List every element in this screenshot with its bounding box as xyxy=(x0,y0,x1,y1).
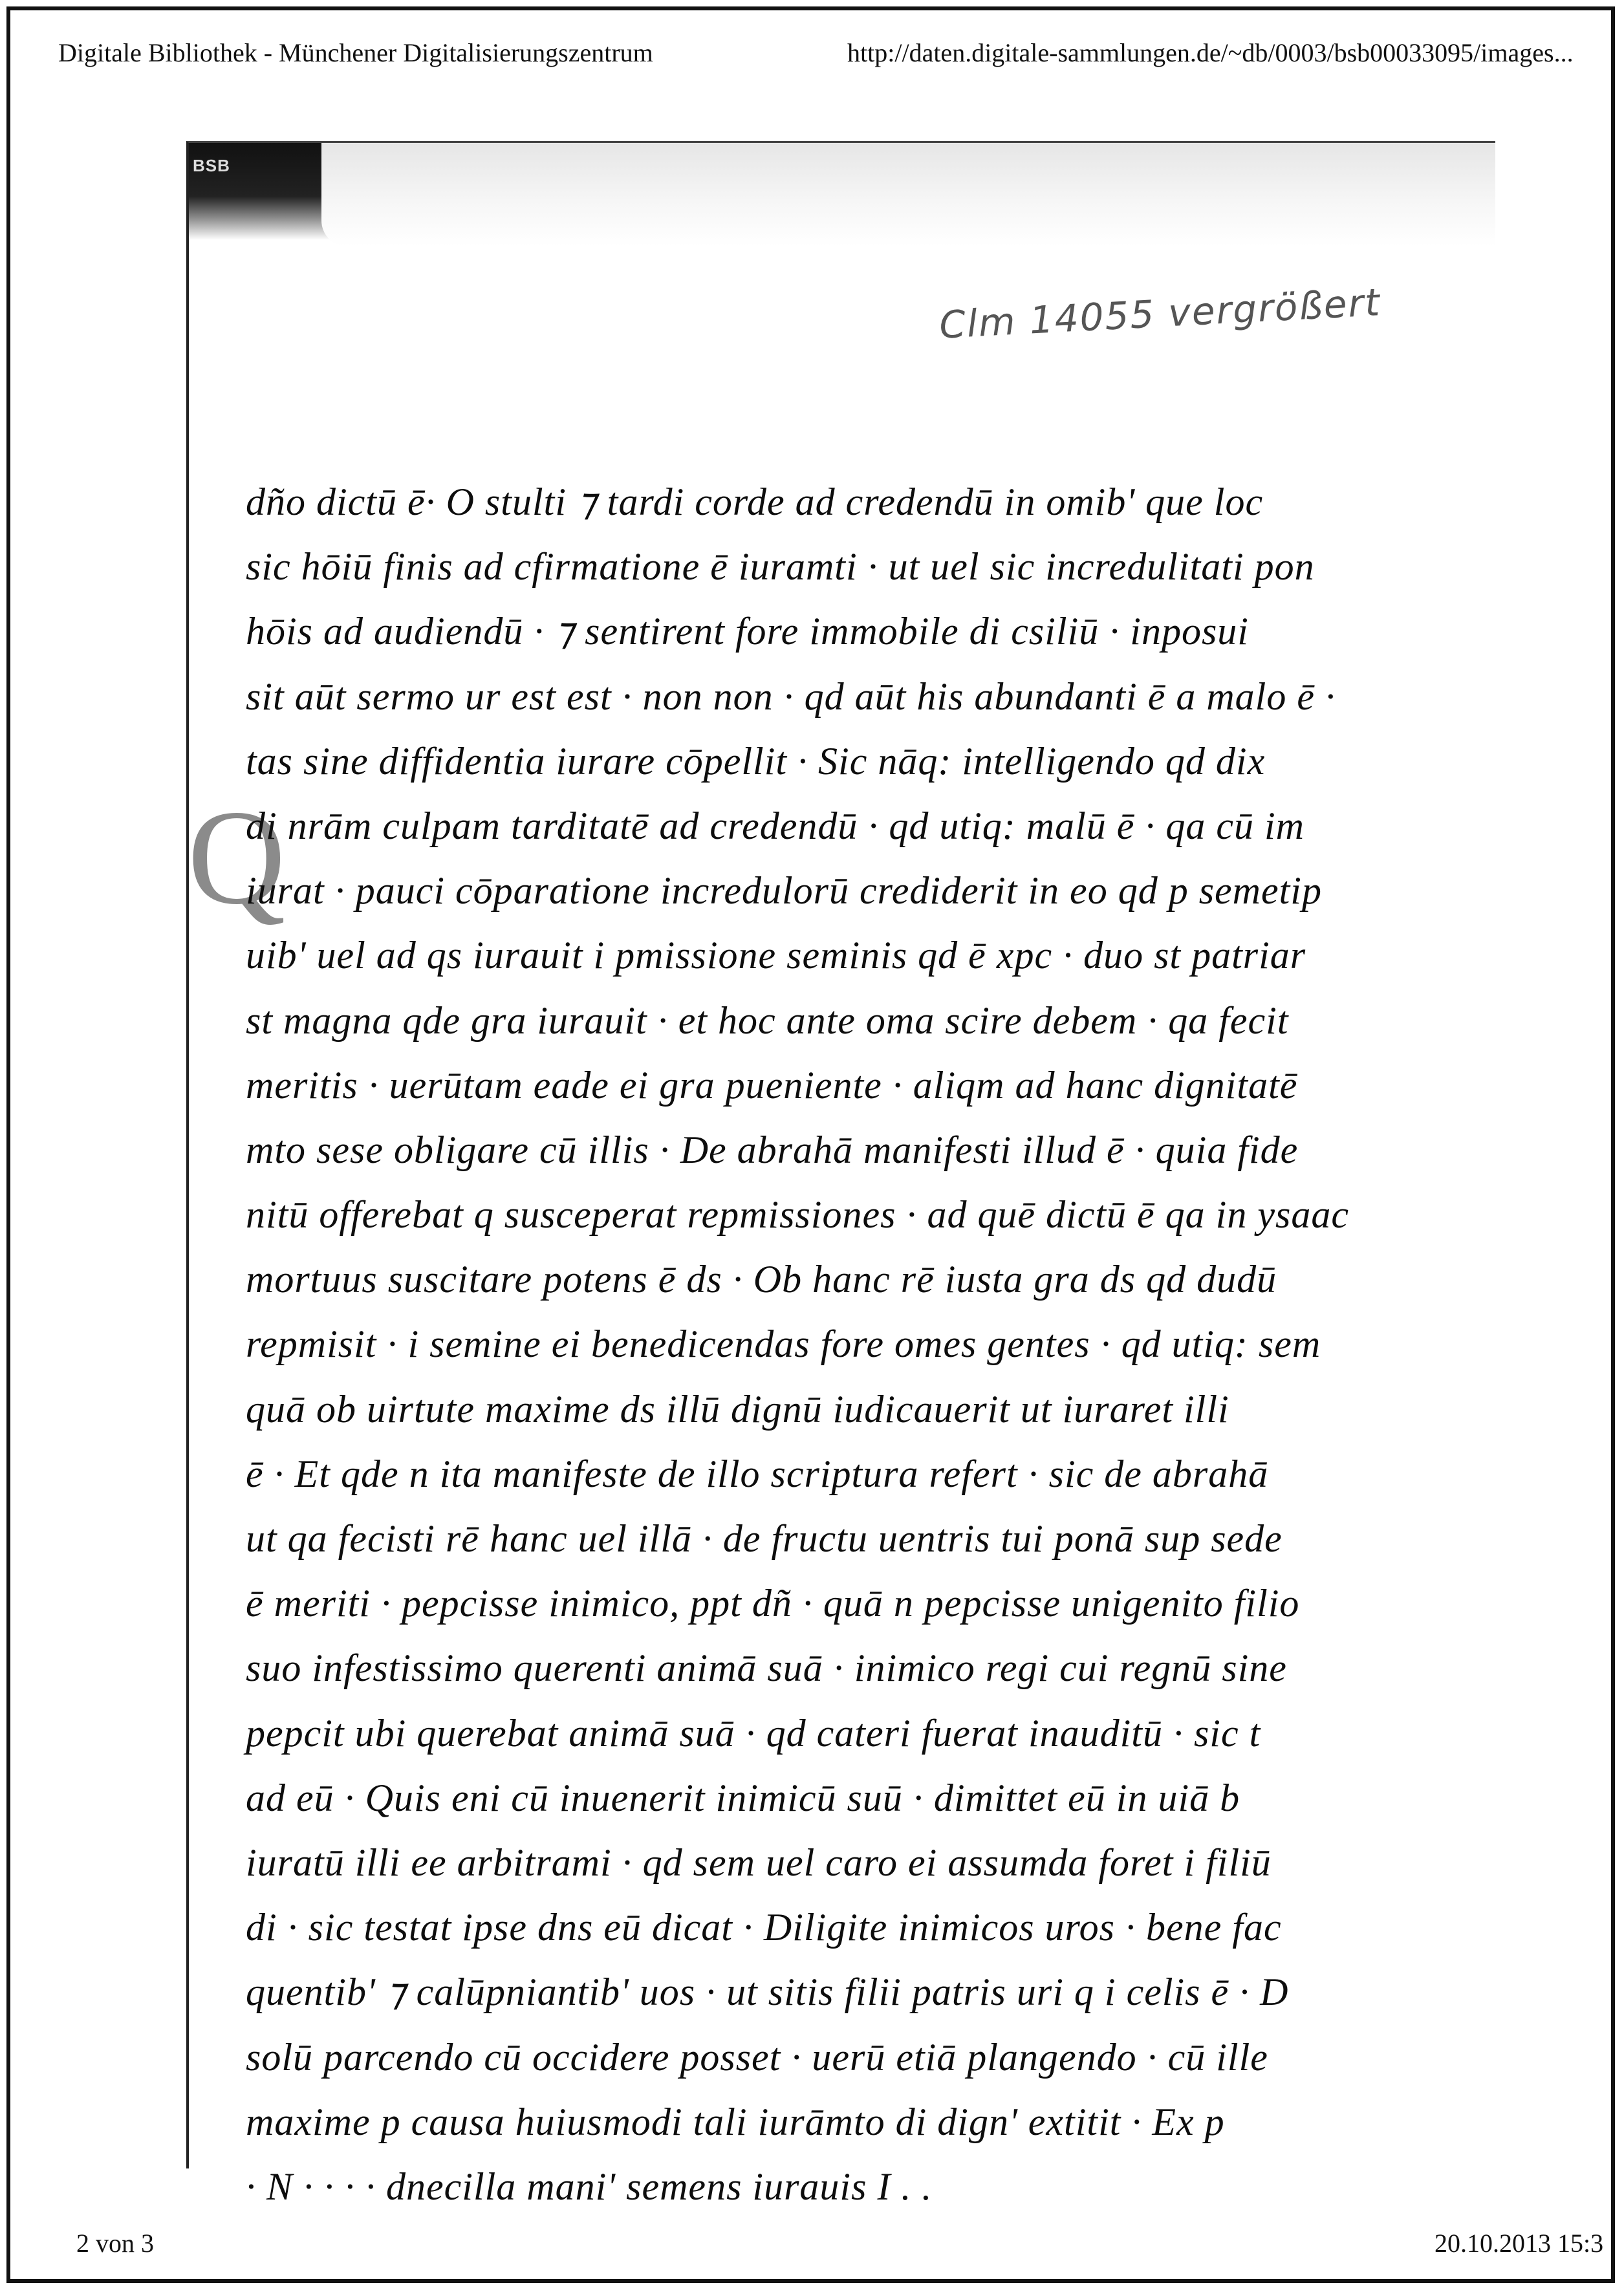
manuscript-line: tas sine diffidentia iurare cōpellit · Sic nāq: intelligendo qd dix xyxy=(246,739,1266,783)
bsb-logo: BSB xyxy=(193,156,230,175)
manuscript-line: sic hōiū finis ad cfirmatione ē iuramti · ut uel sic incredulitati pon xyxy=(246,545,1315,589)
manuscript-line: suo infestissimo querenti animā suā · inimico regi cui regnū sine xyxy=(246,1647,1287,1690)
manuscript-line: hōis ad audiendū · ⁊ sentirent fore immobile di csiliū · inposui xyxy=(246,610,1249,653)
manuscript-line: ē meriti · pepcisse inimico, ppt dñ · quā n pepcisse unigenito filio xyxy=(246,1582,1300,1625)
print-timestamp: 20.10.2013 15:3 xyxy=(1435,2229,1604,2258)
manuscript-line: maxime p causa huiusmodi tali iurāmto di dign' extitit · Ex p xyxy=(246,2100,1225,2143)
scan-top-light xyxy=(321,143,1495,246)
scan-top-shadow xyxy=(189,143,1495,240)
manuscript-line: mto sese obligare cū illis · De abrahā manifesti illud ē · quia fide xyxy=(246,1128,1299,1171)
header-url: http://daten.digitale-sammlungen.de/~db/0003/bsb00033095/images... xyxy=(847,38,1574,67)
manuscript-line: quentib' ⁊ calūpniantib' uos · ut sitis filii patris uri q i celis ē · D xyxy=(246,1971,1289,2014)
manuscript-line: ad eū · Quis eni cū inuenerit inimicū suū · dimittet eū in uiā b xyxy=(246,1776,1240,1819)
manuscript-line: solū parcendo cū occidere posset · uerū etiā plangendo · cū ille xyxy=(246,2035,1268,2079)
manuscript-line: dño dictū ē· O stulti ⁊ tardi corde ad credendū in omib' que loc xyxy=(246,481,1264,523)
manuscript-line: iurat · pauci cōparatione incredulorū crediderit in eo qd p semetip xyxy=(246,869,1322,913)
handwritten-note: Clm 14055 vergrößert xyxy=(938,280,1382,347)
manuscript-line: meritis · uerūtam eade ei gra pueniente · aliqm ad hanc dignitatē xyxy=(246,1063,1298,1107)
manuscript-line: ut qa fecisti rē hanc uel illā · de fructu uentris tui ponā sup sede xyxy=(246,1517,1283,1560)
manuscript-line: · N · · · · dnecilla mani' semens iurauis I . . xyxy=(246,2165,933,2208)
manuscript-line: sit aūt sermo ur est est · non non · qd aūt his abundanti ē a malo ē · xyxy=(246,675,1336,718)
manuscript-line: di · sic testat ipse dns eū dicat · Diligite inimicos uros · bene fac xyxy=(246,1906,1282,1949)
manuscript-line: ē · Et qde n ita manifeste de illo scriptura refert · sic de abrahā xyxy=(246,1452,1269,1495)
manuscript-line: mortuus suscitare potens ē ds · Ob hanc rē iusta gra ds qd dudū xyxy=(246,1258,1277,1301)
manuscript-line: uib' uel ad qs iurauit i pmissione seminis qd ē xpc · duo st patriar xyxy=(246,934,1306,977)
decorated-initial: Q xyxy=(188,783,286,933)
manuscript-line: st magna qde gra iurauit · et hoc ante oma scire debem · qa fecit xyxy=(246,999,1289,1042)
manuscript-line: pepcit ubi querebat animā suā · qd cateri fuerat inauditū · sic t xyxy=(246,1711,1261,1755)
manuscript-scan xyxy=(186,141,1495,2208)
manuscript-line: repmisit · i semine ei benedicendas fore omes gentes · qd utiq: sem xyxy=(246,1323,1321,1366)
manuscript-line: nitū offerebat q susceperat repmissiones · ad quē dictū ē qa in ysaac xyxy=(246,1193,1349,1237)
manuscript-text xyxy=(246,470,1495,2219)
manuscript-line: iuratū illi ee arbitrami · qd sem uel caro ei assumda foret i filiū xyxy=(246,1841,1272,1884)
manuscript-line: di nrām culpam tarditatē ad credendū · qd utiq: malū ē · qa cū im xyxy=(246,804,1305,847)
page-counter: 2 von 3 xyxy=(76,2229,154,2258)
header-title: Digitale Bibliothek - Münchener Digitalisierungszentrum xyxy=(58,38,653,67)
manuscript-line: quā ob uirtute maxime ds illū dignū iudicauerit ut iuraret illi xyxy=(246,1387,1229,1431)
